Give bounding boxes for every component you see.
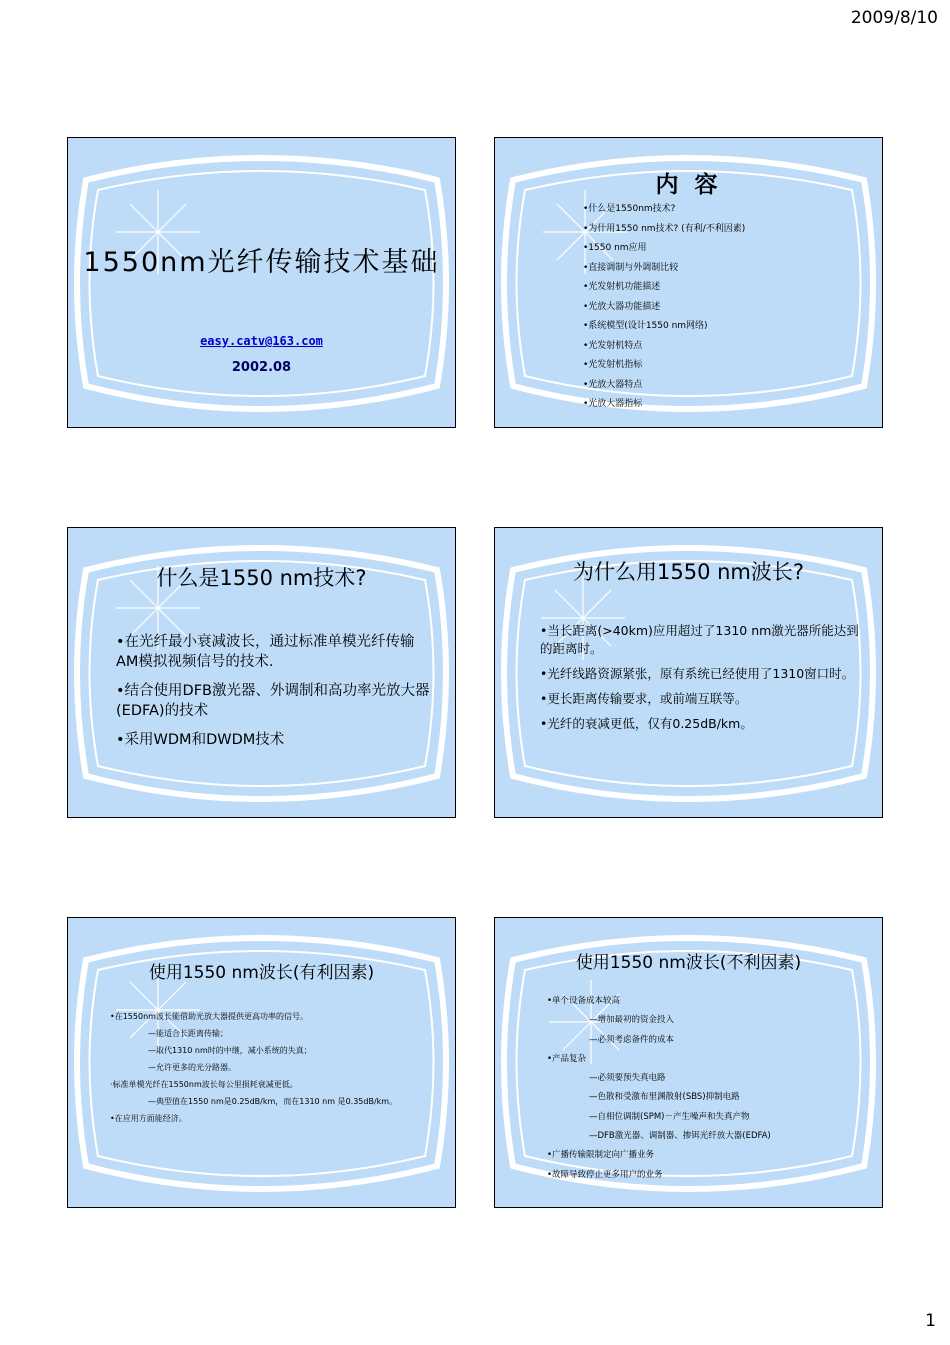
list-item: —自相位调制(SPM)－产生噪声和失真产物	[589, 1111, 750, 1122]
slide-title: 什么是1550 nm技术?	[156, 566, 367, 590]
list-item: •产品复杂	[547, 1053, 587, 1064]
list-item: •广播传输限制定向广播业务	[547, 1150, 655, 1161]
list-item: •光发射机指标	[583, 360, 643, 370]
bullet-list	[540, 622, 860, 740]
list-item: •1550 nm应用	[583, 243, 647, 253]
list-item: —色散和受激布里渊散射(SBS)抑制电路	[589, 1092, 740, 1103]
list-item: •在1550nm波长能借助光放大器提供更高功率的信号。	[110, 1012, 308, 1021]
list-item: •在光纤最小衰减波长，通过标准单模光纤传输AM模拟视频信号的技术.	[116, 634, 415, 670]
list-item: —必须要预失真电路	[589, 1073, 666, 1084]
list-item: —DFB激光器、调制器、掺铒光纤放大器(EDFA)	[589, 1131, 771, 1142]
bullet-list	[110, 1008, 430, 1127]
bullet-list	[583, 200, 745, 415]
list-item: •光放大器特点	[583, 379, 643, 390]
list-item: —允许更多的光分路器。	[148, 1063, 236, 1072]
slide-title: 为什么用1550 nm波长?	[572, 560, 805, 584]
page-number: 1	[925, 1311, 936, 1331]
email-link[interactable]: easy.catv@163.com	[200, 334, 323, 348]
slide-1-thumbnail	[67, 137, 456, 428]
list-item: •在应用方面能经济。	[110, 1114, 187, 1123]
list-item: •光放大器功能描述	[583, 301, 661, 312]
list-item: •结合使用DFB激光器、外调制和高功率光放大器(EDFA)的技术	[116, 683, 430, 719]
slide-6-thumbnail	[494, 917, 883, 1208]
list-item: •光纤的衰减更低，仅有0.25dB/km。	[540, 716, 753, 731]
page-date: 2009/8/10	[850, 8, 938, 28]
slide-title: 使用1550 nm波长(有利因素)	[148, 963, 375, 983]
list-item: —典型值在1550 nm是0.25dB/km，而在1310 nm 是0.35dB/km。	[148, 1097, 398, 1106]
list-item: •更长距离传输要求，或前端互联等。	[540, 691, 748, 706]
slide-2-thumbnail	[494, 137, 883, 428]
list-item: •为什用1550 nm技术? (有利/不利因素)	[583, 223, 746, 234]
slide-4-thumbnail	[494, 527, 883, 818]
list-item: •故障导致停止更多用户的业务	[547, 1169, 663, 1180]
list-item: •直接调制与外调制比较	[583, 262, 679, 273]
list-item: •光发射机功能描述	[583, 282, 661, 292]
list-item: •什么是1550nm技术?	[583, 204, 676, 214]
list-item: •采用WDM和DWDM技术	[116, 732, 285, 748]
list-item: —取代1310 nm时的中继，减小系统的失真；	[148, 1046, 312, 1055]
slide-5-thumbnail	[67, 917, 456, 1208]
list-item: —能适合长距离传输；	[148, 1029, 228, 1038]
slide-3-thumbnail	[67, 527, 456, 818]
bullet-list	[547, 992, 867, 1185]
slide-title: 1550nm光纤传输技术基础	[83, 247, 440, 278]
list-item: •系统模型(设计1550 nm网络)	[583, 321, 708, 331]
slide-date: 2002.08	[231, 360, 292, 375]
bullet-list	[116, 632, 431, 759]
list-item: ·标准单模光纤在1550nm波长每公里损耗衰减更低。	[110, 1080, 298, 1089]
list-item: •当长距离(>40km)应用超过了1310 nm激光器所能达到的距离时。	[540, 623, 859, 656]
slide-title: 内 容	[655, 172, 722, 198]
slide-title: 使用1550 nm波长(不利因素)	[575, 953, 802, 973]
list-item: •光放大器指标	[583, 399, 643, 409]
list-item: —必须考虑备件的成本	[589, 1034, 675, 1045]
list-item: •光纤线路资源紧张，原有系统已经使用了1310窗口时。	[540, 666, 855, 681]
list-item: •单个设备成本较高	[547, 996, 621, 1006]
list-item: •光发射机特点	[583, 340, 643, 351]
list-item: —增加最初的资金投入	[589, 1015, 675, 1026]
